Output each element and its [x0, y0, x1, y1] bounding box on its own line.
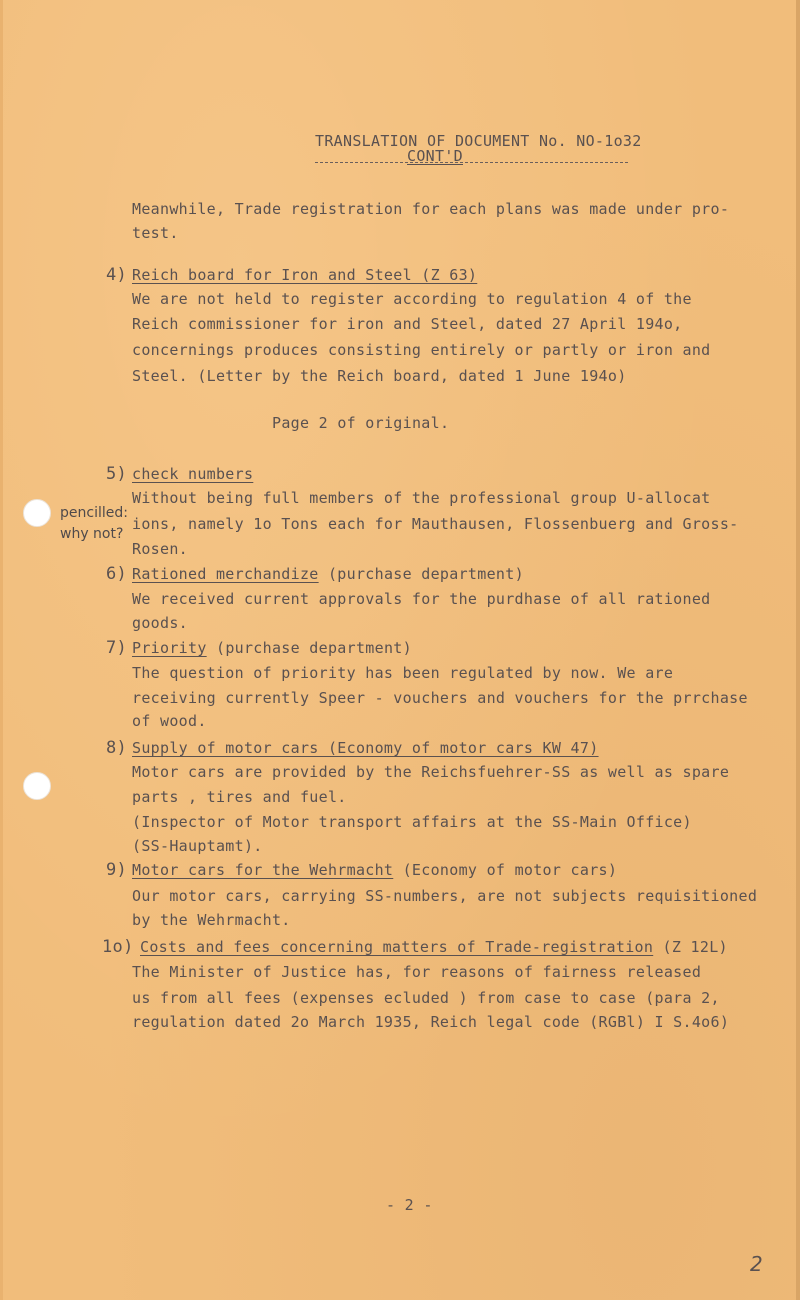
page-edge-left — [0, 0, 3, 1300]
item-heading-line — [132, 861, 617, 879]
intro-line: Meanwhile, Trade registration for each plans was made under pro- — [132, 200, 730, 218]
item-heading-line — [140, 938, 728, 956]
item-line: (SS-Hauptamt). — [132, 837, 263, 855]
item-line: of wood. — [132, 712, 207, 730]
item-heading-line — [132, 565, 524, 583]
item-heading: Priority — [132, 639, 207, 657]
item-line: ions, namely 1o Tons each for Mauthausen, Flossenbuerg and Gross- — [132, 515, 739, 533]
item-number: 1o) — [102, 937, 134, 957]
item-line: Reich commissioner for iron and Steel, dated 27 April 194o, — [132, 315, 683, 333]
intro-line: test. — [132, 224, 179, 242]
item-line: Rosen. — [132, 540, 188, 558]
item-line: We received current approvals for the purdhase of all rationed — [132, 590, 711, 608]
item-line: by the Wehrmacht. — [132, 911, 291, 929]
item-heading-line — [132, 639, 412, 657]
item-line: concernings produces consisting entirely or partly or iron and — [132, 341, 711, 359]
item-line: The Minister of Justice has, for reasons of fairness released — [132, 963, 702, 981]
item-line: regulation dated 2o March 1935, Reich legal code (RGBl) I S.4o6) — [132, 1013, 730, 1031]
item-line: goods. — [132, 614, 188, 632]
page-reference: Page 2 of original. — [272, 414, 450, 432]
item-line: Steel. (Letter by the Reich board, dated 1 June 194o) — [132, 367, 627, 385]
item-heading: check numbers — [132, 465, 254, 483]
document-subtitle: CONT'D — [407, 147, 463, 165]
item-line: Our motor cars, carrying SS-numbers, are not subjects requisitioned — [132, 887, 758, 905]
item-heading-detail: (purchase department) — [206, 639, 412, 657]
title-rule — [315, 162, 628, 163]
item-number: 7) — [106, 638, 128, 658]
item-line: Motor cars are provided by the Reichsfuehrer-SS as well as spare — [132, 763, 730, 781]
document-title: TRANSLATION OF DOCUMENT No. NO-1o32 — [315, 132, 642, 150]
item-number: 6) — [106, 564, 128, 584]
item-line: We are not held to register according to regulation 4 of the — [132, 290, 692, 308]
item-number: 4) — [106, 265, 128, 285]
item-number: 5) — [106, 464, 128, 484]
item-heading: Reich board for Iron and Steel (Z 63) — [132, 266, 478, 284]
item-number: 8) — [106, 738, 128, 758]
margin-note: pencilled: — [60, 505, 128, 521]
item-heading: Supply of motor cars (Economy of motor cars KW 47) — [132, 739, 599, 757]
page-edge — [796, 0, 800, 1300]
punch-hole-bottom — [23, 772, 51, 800]
page-number: - 2 - — [386, 1196, 433, 1214]
item-line: us from all fees (expenses ecluded ) from case to case (para 2, — [132, 989, 720, 1007]
handwritten-page-number: 2 — [750, 1252, 763, 1276]
item-line: The question of priority has been regulated by now. We are — [132, 664, 674, 682]
item-line: (Inspector of Motor transport affairs at the SS-Main Office) — [132, 813, 692, 831]
punch-hole-top — [23, 499, 51, 527]
item-number: 9) — [106, 860, 128, 880]
item-heading-detail: (Z 12L) — [653, 938, 728, 956]
item-line: receiving currently Speer - vouchers and vouchers for the prrchase — [132, 689, 748, 707]
item-heading-detail: (purchase department) — [318, 565, 524, 583]
margin-note: why not? — [60, 526, 124, 542]
item-heading: Costs and fees concerning matters of Trade-registration — [140, 938, 654, 956]
item-line: parts , tires and fuel. — [132, 788, 347, 806]
item-heading: Motor cars for the Wehrmacht — [132, 861, 394, 879]
item-line: Without being full members of the professional group U-allocat — [132, 489, 711, 507]
item-heading: Rationed merchandize — [132, 565, 319, 583]
item-heading-detail: (Economy of motor cars) — [393, 861, 618, 879]
